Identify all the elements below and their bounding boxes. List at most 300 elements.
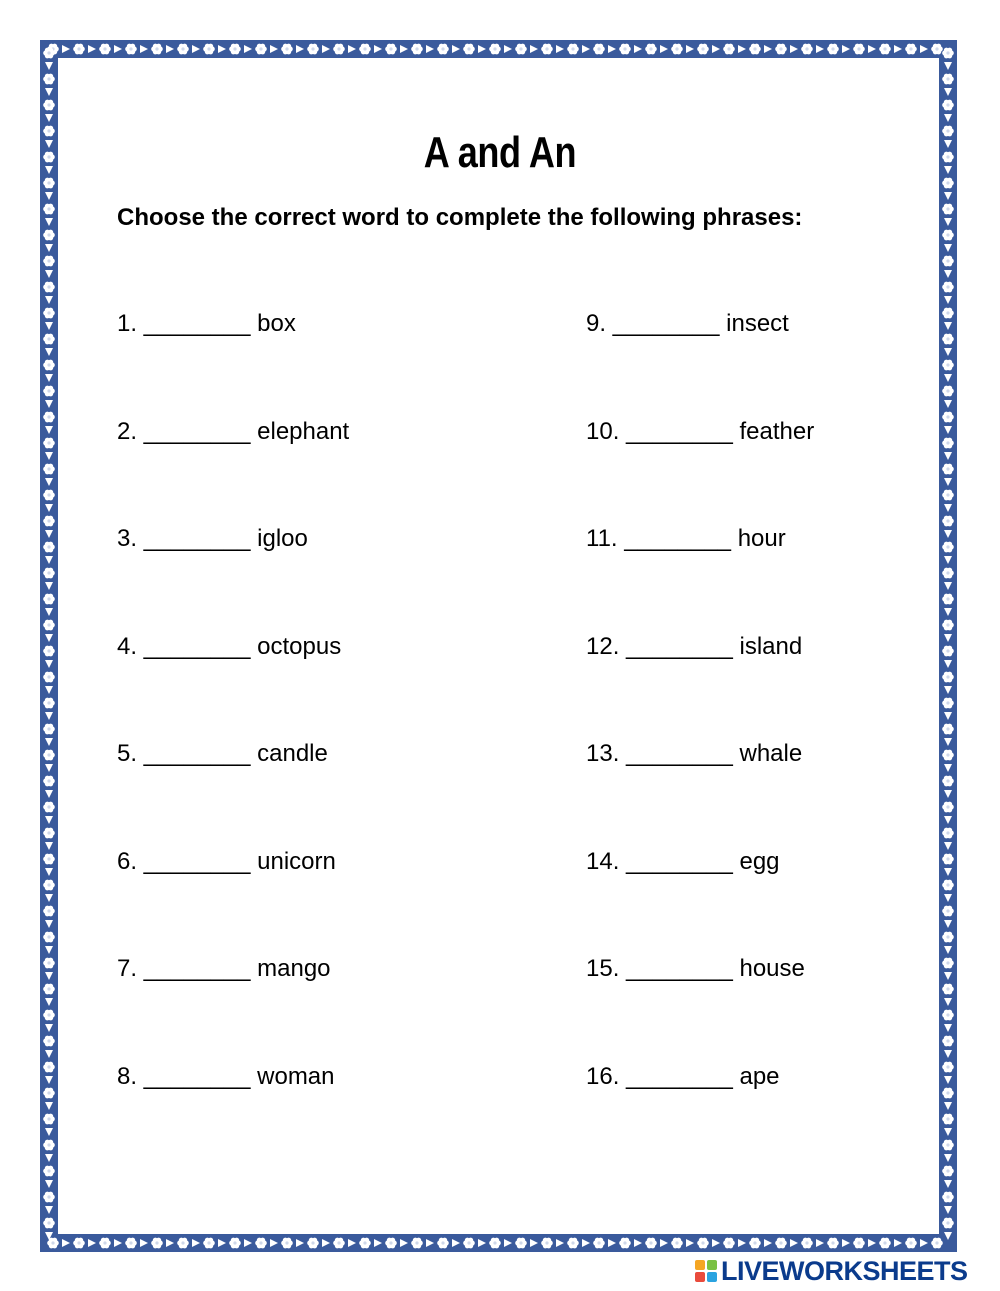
border-triangle-icon [582, 45, 590, 53]
border-flower-icon [43, 672, 55, 683]
border-flower-icon [942, 1010, 954, 1021]
border-triangle-icon [45, 1154, 53, 1162]
border-triangle-icon [166, 45, 174, 53]
border-flower-icon [43, 880, 55, 891]
border-triangle-icon [88, 45, 96, 53]
border-flower-icon [942, 230, 954, 241]
border-flower-icon [125, 44, 137, 55]
border-triangle-icon [944, 1128, 952, 1136]
border-flower-icon [333, 44, 345, 55]
border-flower-icon [99, 1238, 111, 1249]
border-flower-icon [905, 44, 917, 55]
border-triangle-icon [426, 1239, 434, 1247]
border-flower-icon [385, 44, 397, 55]
border-triangle-icon [582, 1239, 590, 1247]
border-triangle-icon [192, 1239, 200, 1247]
question-item[interactable]: 6. ________ unicorn [117, 847, 336, 875]
border-flower-icon [942, 646, 954, 657]
border-flower-icon [43, 360, 55, 371]
border-flower-icon [411, 44, 423, 55]
border-flower-icon [43, 1062, 55, 1073]
border-triangle-icon [45, 452, 53, 460]
border-triangle-icon [944, 1050, 952, 1058]
border-triangle-icon [944, 868, 952, 876]
border-flower-icon [43, 750, 55, 761]
border-triangle-icon [45, 530, 53, 538]
question-item[interactable]: 14. ________ egg [586, 847, 780, 875]
right-question-column [586, 300, 814, 1160]
border-flower-icon [697, 1238, 709, 1249]
border-flower-icon [942, 1192, 954, 1203]
border-triangle-icon [530, 1239, 538, 1247]
border-flower-icon [43, 802, 55, 813]
border-triangle-icon [944, 244, 952, 252]
border-flower-icon [942, 1140, 954, 1151]
border-flower-icon [942, 282, 954, 293]
border-flower-icon [827, 1238, 839, 1249]
border-triangle-icon [790, 45, 798, 53]
border-triangle-icon [45, 712, 53, 720]
border-triangle-icon [894, 1239, 902, 1247]
border-triangle-icon [45, 270, 53, 278]
border-triangle-icon [400, 45, 408, 53]
worksheet-title: A and An [423, 128, 577, 177]
border-triangle-icon [45, 296, 53, 304]
border-triangle-icon [944, 894, 952, 902]
border-triangle-icon [920, 45, 928, 53]
border-triangle-icon [944, 1076, 952, 1084]
border-triangle-icon [45, 1206, 53, 1214]
border-flower-icon [942, 542, 954, 553]
border-flower-icon [942, 1036, 954, 1047]
question-item[interactable]: 9. ________ insect [586, 310, 789, 337]
border-flower-icon [749, 44, 761, 55]
border-flower-icon [942, 204, 954, 215]
border-triangle-icon [140, 45, 148, 53]
question-item[interactable]: 3. ________ igloo [117, 525, 308, 552]
border-flower-icon [333, 1238, 345, 1249]
border-flower-icon [43, 74, 55, 85]
border-triangle-icon [45, 1180, 53, 1188]
border-triangle-icon [114, 1239, 122, 1247]
border-triangle-icon [944, 712, 952, 720]
border-flower-icon [749, 1238, 761, 1249]
border-triangle-icon [45, 166, 53, 174]
border-flower-icon [203, 44, 215, 55]
border-triangle-icon [816, 45, 824, 53]
logo-tile [707, 1272, 717, 1282]
border-triangle-icon [45, 842, 53, 850]
border-triangle-icon [45, 608, 53, 616]
border-flower-icon [697, 44, 709, 55]
border-triangle-icon [45, 634, 53, 642]
border-triangle-icon [944, 556, 952, 564]
border-flower-icon [942, 516, 954, 527]
border-flower-icon [942, 620, 954, 631]
instructions-text: Choose the correct word to complete the following phrases: [117, 204, 803, 231]
border-triangle-icon [944, 1154, 952, 1162]
question-item[interactable]: 1. ________ box [117, 310, 296, 337]
border-flower-icon [942, 100, 954, 111]
liveworksheets-logo[interactable] [695, 1255, 968, 1287]
border-triangle-icon [45, 114, 53, 122]
question-item[interactable]: 10. ________ feather [586, 417, 815, 445]
question-item[interactable]: 12. ________ island [586, 632, 803, 660]
border-triangle-icon [452, 45, 460, 53]
question-item[interactable]: 16. ________ ape [586, 1062, 780, 1090]
border-triangle-icon [738, 45, 746, 53]
border-flower-icon [515, 1238, 527, 1249]
border-flower-icon [255, 44, 267, 55]
border-triangle-icon [944, 374, 952, 382]
border-triangle-icon [944, 1102, 952, 1110]
border-flower-icon [619, 1238, 631, 1249]
border-triangle-icon [868, 1239, 876, 1247]
border-triangle-icon [45, 400, 53, 408]
border-flower-icon [463, 44, 475, 55]
border-triangle-icon [426, 45, 434, 53]
border-triangle-icon [556, 1239, 564, 1247]
border-flower-icon [942, 308, 954, 319]
border-triangle-icon [842, 1239, 850, 1247]
border-flower-icon [942, 958, 954, 969]
border-triangle-icon [322, 1239, 330, 1247]
question-item[interactable]: 2. ________ elephant [117, 417, 350, 445]
border-flower-icon [853, 1238, 865, 1249]
border-flower-icon [43, 334, 55, 345]
border-flower-icon [942, 1218, 954, 1229]
logo-text: LIVEWORKSHEETS [721, 1255, 968, 1286]
border-flower-icon [43, 152, 55, 163]
border-flower-icon [942, 828, 954, 839]
border-flower-icon [942, 464, 954, 475]
border-triangle-icon [764, 45, 772, 53]
border-triangle-icon [244, 45, 252, 53]
border-triangle-icon [944, 790, 952, 798]
border-flower-icon [942, 334, 954, 345]
border-flower-icon [43, 646, 55, 657]
border-triangle-icon [944, 1180, 952, 1188]
border-triangle-icon [634, 45, 642, 53]
question-item[interactable]: 11. ________ hour [586, 525, 786, 552]
border-triangle-icon [452, 1239, 460, 1247]
border-triangle-icon [944, 426, 952, 434]
logo-tile [707, 1260, 717, 1270]
border-flower-icon [43, 230, 55, 241]
border-flower-icon [489, 1238, 501, 1249]
border-triangle-icon [45, 816, 53, 824]
border-flower-icon [281, 1238, 293, 1249]
border-flower-icon [359, 1238, 371, 1249]
border-flower-icon [177, 1238, 189, 1249]
border-triangle-icon [944, 1206, 952, 1214]
border-triangle-icon [504, 45, 512, 53]
border-triangle-icon [45, 1102, 53, 1110]
border-flower-icon [942, 724, 954, 735]
border-flower-icon [801, 44, 813, 55]
border-triangle-icon [45, 686, 53, 694]
border-flower-icon [43, 1166, 55, 1177]
border-flower-icon [43, 464, 55, 475]
border-flower-icon [43, 932, 55, 943]
border-flower-icon [125, 1238, 137, 1249]
border-triangle-icon [45, 556, 53, 564]
border-flower-icon [43, 1036, 55, 1047]
border-flower-icon [359, 44, 371, 55]
border-triangle-icon [686, 1239, 694, 1247]
border-flower-icon [43, 516, 55, 527]
border-triangle-icon [45, 738, 53, 746]
border-flower-icon [942, 490, 954, 501]
border-triangle-icon [45, 88, 53, 96]
border-flower-icon [515, 44, 527, 55]
border-flower-icon [942, 74, 954, 85]
border-triangle-icon [894, 45, 902, 53]
border-flower-icon [307, 1238, 319, 1249]
border-triangle-icon [478, 1239, 486, 1247]
border-flower-icon [99, 44, 111, 55]
border-triangle-icon [944, 972, 952, 980]
border-flower-icon [931, 44, 943, 55]
border-flower-icon [43, 204, 55, 215]
border-triangle-icon [944, 764, 952, 772]
border-flower-icon [942, 412, 954, 423]
border-flower-icon [567, 1238, 579, 1249]
border-flower-icon [593, 1238, 605, 1249]
border-flower-icon [43, 594, 55, 605]
border-triangle-icon [764, 1239, 772, 1247]
border-triangle-icon [62, 1239, 70, 1247]
border-triangle-icon [944, 608, 952, 616]
border-triangle-icon [296, 1239, 304, 1247]
border-triangle-icon [45, 946, 53, 954]
border-triangle-icon [45, 790, 53, 798]
border-flower-icon [229, 44, 241, 55]
border-flower-icon [43, 724, 55, 735]
border-triangle-icon [45, 322, 53, 330]
border-flower-icon [879, 1238, 891, 1249]
border-flower-icon [619, 44, 631, 55]
border-triangle-icon [270, 1239, 278, 1247]
border-flower-icon [43, 1010, 55, 1021]
border-flower-icon [942, 1166, 954, 1177]
border-triangle-icon [608, 45, 616, 53]
border-flower-icon [43, 386, 55, 397]
question-item[interactable]: 5. ________ candle [117, 740, 328, 767]
border-triangle-icon [944, 686, 952, 694]
question-item[interactable]: 13. ________ whale [586, 740, 803, 767]
border-triangle-icon [944, 998, 952, 1006]
border-triangle-icon [218, 45, 226, 53]
border-flower-icon [942, 152, 954, 163]
border-flower-icon [411, 1238, 423, 1249]
border-triangle-icon [944, 504, 952, 512]
border-flower-icon [905, 1238, 917, 1249]
border-flower-icon [879, 44, 891, 55]
border-triangle-icon [944, 478, 952, 486]
border-flower-icon [942, 256, 954, 267]
border-triangle-icon [608, 1239, 616, 1247]
border-triangle-icon [140, 1239, 148, 1247]
border-triangle-icon [114, 45, 122, 53]
border-flower-icon [942, 854, 954, 865]
border-triangle-icon [296, 45, 304, 53]
border-triangle-icon [45, 478, 53, 486]
border-triangle-icon [45, 660, 53, 668]
border-flower-icon [942, 438, 954, 449]
logo-tile [695, 1272, 705, 1282]
border-flower-icon [775, 44, 787, 55]
border-flower-icon [942, 672, 954, 683]
border-triangle-icon [504, 1239, 512, 1247]
border-flower-icon [151, 44, 163, 55]
border-triangle-icon [270, 45, 278, 53]
border-flower-icon [43, 1114, 55, 1125]
border-triangle-icon [944, 1024, 952, 1032]
border-flower-icon [307, 44, 319, 55]
border-triangle-icon [944, 322, 952, 330]
border-triangle-icon [944, 400, 952, 408]
border-flower-icon [942, 906, 954, 917]
border-triangle-icon [45, 998, 53, 1006]
border-triangle-icon [944, 192, 952, 200]
border-triangle-icon [45, 1128, 53, 1136]
border-triangle-icon [660, 45, 668, 53]
border-triangle-icon [166, 1239, 174, 1247]
border-triangle-icon [45, 1076, 53, 1084]
border-triangle-icon [374, 45, 382, 53]
border-flower-icon [942, 1088, 954, 1099]
border-triangle-icon [45, 972, 53, 980]
question-item[interactable]: 4. ________ octopus [117, 632, 342, 660]
border-triangle-icon [45, 374, 53, 382]
border-triangle-icon [944, 348, 952, 356]
border-flower-icon [229, 1238, 241, 1249]
border-flower-icon [942, 126, 954, 137]
border-flower-icon [942, 776, 954, 787]
border-flower-icon [942, 48, 954, 59]
border-flower-icon [942, 360, 954, 371]
border-triangle-icon [944, 582, 952, 590]
border-triangle-icon [634, 1239, 642, 1247]
border-flower-icon [43, 776, 55, 787]
border-triangle-icon [944, 946, 952, 954]
border-triangle-icon [45, 218, 53, 226]
border-flower-icon [671, 1238, 683, 1249]
border-triangle-icon [374, 1239, 382, 1247]
border-flower-icon [255, 1238, 267, 1249]
border-flower-icon [43, 620, 55, 631]
border-flower-icon [43, 412, 55, 423]
border-triangle-icon [944, 218, 952, 226]
border-triangle-icon [45, 192, 53, 200]
border-triangle-icon [45, 920, 53, 928]
border-flower-icon [942, 178, 954, 189]
border-triangle-icon [348, 1239, 356, 1247]
border-triangle-icon [738, 1239, 746, 1247]
border-flower-icon [73, 44, 85, 55]
border-flower-icon [671, 44, 683, 55]
left-question-column [117, 300, 349, 1160]
border-flower-icon [43, 256, 55, 267]
border-flower-icon [645, 44, 657, 55]
border-flower-icon [942, 880, 954, 891]
border-flower-icon [43, 178, 55, 189]
border-flower-icon [593, 44, 605, 55]
border-flower-icon [567, 44, 579, 55]
border-flower-icon [43, 698, 55, 709]
border-triangle-icon [944, 62, 952, 70]
border-triangle-icon [244, 1239, 252, 1247]
logo-tile [695, 1260, 705, 1270]
question-item[interactable]: 7. ________ mango [117, 955, 331, 982]
border-flower-icon [43, 308, 55, 319]
border-triangle-icon [944, 738, 952, 746]
border-triangle-icon [45, 582, 53, 590]
border-triangle-icon [920, 1239, 928, 1247]
border-flower-icon [203, 1238, 215, 1249]
border-flower-icon [541, 44, 553, 55]
border-triangle-icon [62, 45, 70, 53]
border-flower-icon [942, 984, 954, 995]
border-triangle-icon [944, 296, 952, 304]
question-item[interactable]: 8. ________ woman [117, 1062, 335, 1090]
border-triangle-icon [45, 244, 53, 252]
border-flower-icon [723, 44, 735, 55]
border-flower-icon [43, 568, 55, 579]
border-flower-icon [43, 1088, 55, 1099]
border-triangle-icon [944, 920, 952, 928]
border-flower-icon [942, 932, 954, 943]
border-flower-icon [853, 44, 865, 55]
border-flower-icon [43, 906, 55, 917]
border-flower-icon [541, 1238, 553, 1249]
border-triangle-icon [45, 62, 53, 70]
border-flower-icon [801, 1238, 813, 1249]
border-triangle-icon [686, 45, 694, 53]
border-triangle-icon [530, 45, 538, 53]
liveworksheets-logo-icon [695, 1260, 717, 1282]
border-flower-icon [43, 100, 55, 111]
border-triangle-icon [45, 426, 53, 434]
border-triangle-icon [45, 504, 53, 512]
border-triangle-icon [556, 45, 564, 53]
border-triangle-icon [400, 1239, 408, 1247]
border-triangle-icon [322, 45, 330, 53]
border-flower-icon [43, 1218, 55, 1229]
border-flower-icon [775, 1238, 787, 1249]
border-triangle-icon [944, 634, 952, 642]
border-flower-icon [489, 44, 501, 55]
border-triangle-icon [192, 45, 200, 53]
question-item[interactable]: 15. ________ house [586, 955, 805, 982]
border-triangle-icon [45, 868, 53, 876]
border-flower-icon [942, 802, 954, 813]
border-flower-icon [942, 750, 954, 761]
border-flower-icon [645, 1238, 657, 1249]
border-flower-icon [43, 1192, 55, 1203]
border-flower-icon [385, 1238, 397, 1249]
border-triangle-icon [944, 1232, 952, 1240]
border-flower-icon [43, 828, 55, 839]
border-triangle-icon [944, 114, 952, 122]
border-flower-icon [43, 958, 55, 969]
border-flower-icon [177, 44, 189, 55]
border-triangle-icon [45, 1050, 53, 1058]
border-flower-icon [43, 542, 55, 553]
border-triangle-icon [944, 816, 952, 824]
border-triangle-icon [348, 45, 356, 53]
